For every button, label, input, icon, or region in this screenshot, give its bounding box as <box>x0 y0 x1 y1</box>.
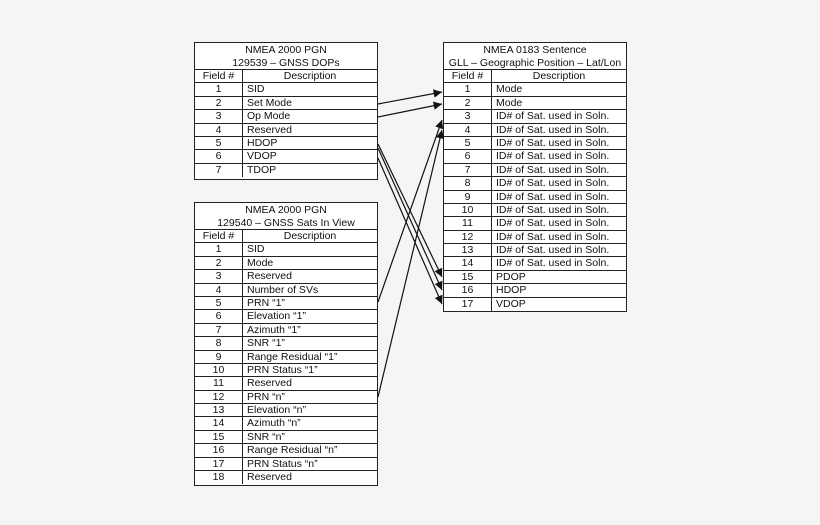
field-number: 12 <box>195 391 243 403</box>
title-line-2: 129539 – GNSS DOPs <box>232 57 340 69</box>
field-description: Reserved <box>247 471 292 484</box>
field-number: 6 <box>195 150 243 162</box>
field-number: 5 <box>444 137 492 149</box>
field-description: Elevation “n” <box>247 404 306 417</box>
field-number: 16 <box>195 444 243 456</box>
field-description: SID <box>247 243 265 256</box>
arrow-vdop-to-vdop <box>378 158 442 304</box>
field-number: 4 <box>444 124 492 136</box>
field-number: 5 <box>195 137 243 149</box>
field-description: HDOP <box>496 284 527 297</box>
field-number: 15 <box>195 431 243 443</box>
field-number: 14 <box>444 257 492 269</box>
title-line-2: 129540 – GNSS Sats In View <box>217 217 355 229</box>
arrow-op-mode-to-mode <box>378 104 442 117</box>
field-description: ID# of Sat. used in Soln. <box>496 136 610 149</box>
field-number: 16 <box>444 284 492 296</box>
field-description: Mode <box>247 256 274 269</box>
field-number: 3 <box>195 270 243 282</box>
field-description: PDOP <box>496 270 526 283</box>
arrow-hdop-to-pdop <box>378 144 442 277</box>
field-number: 17 <box>444 298 492 311</box>
field-number: 9 <box>444 191 492 203</box>
title-line-1: NMEA 2000 PGN <box>245 44 327 56</box>
field-number: 1 <box>195 243 243 255</box>
field-description: Azimuth “n” <box>247 417 301 430</box>
field-description: TDOP <box>247 163 277 176</box>
field-number: 3 <box>195 110 243 122</box>
field-description: Range Residual “1” <box>247 350 338 363</box>
field-description: Range Residual “n” <box>247 444 338 457</box>
field-number: 6 <box>444 150 492 162</box>
field-description: Reserved <box>247 270 292 283</box>
field-number: 1 <box>444 83 492 95</box>
field-number: 13 <box>195 404 243 416</box>
field-description: ID# of Sat. used in Soln. <box>496 217 610 230</box>
field-description: Elevation “1” <box>247 310 306 323</box>
field-description: Number of SVs <box>247 283 319 296</box>
field-number: 8 <box>444 177 492 189</box>
field-description: ID# of Sat. used in Soln. <box>496 230 610 243</box>
field-number: 8 <box>195 337 243 349</box>
field-description: ID# of Sat. used in Soln. <box>496 177 610 190</box>
field-number: 13 <box>444 244 492 256</box>
field-number: 15 <box>444 271 492 283</box>
field-description: SID <box>247 83 265 96</box>
field-description: SNR “n” <box>247 430 285 443</box>
field-description: ID# of Sat. used in Soln. <box>496 203 610 216</box>
field-description: PRN “n” <box>247 390 285 403</box>
field-number: 6 <box>195 310 243 322</box>
field-number: 4 <box>195 284 243 296</box>
field-number: 3 <box>444 110 492 122</box>
field-description: Reserved <box>247 377 292 390</box>
description-header: Description <box>283 230 337 242</box>
field-description: Set Mode <box>247 96 292 109</box>
field-description: HDOP <box>247 136 278 149</box>
field-description: ID# of Sat. used in Soln. <box>496 123 610 136</box>
field-description: ID# of Sat. used in Soln. <box>496 244 610 257</box>
field-description: VDOP <box>247 150 277 163</box>
field-number: 9 <box>195 351 243 363</box>
field-number: 10 <box>195 364 243 376</box>
field-number: 11 <box>444 217 492 229</box>
field-header: Field # <box>195 230 243 242</box>
field-number: 10 <box>444 204 492 216</box>
field-number: 2 <box>195 257 243 269</box>
field-number: 7 <box>195 324 243 336</box>
description-header: Description <box>532 70 586 82</box>
field-description: SNR “1” <box>247 337 285 350</box>
arrow-set-mode-to-mode <box>378 92 442 104</box>
field-description: ID# of Sat. used in Soln. <box>496 110 610 123</box>
field-description: ID# of Sat. used in Soln. <box>496 190 610 203</box>
field-number: 2 <box>195 97 243 109</box>
field-number: 11 <box>195 377 243 389</box>
field-number: 7 <box>444 164 492 176</box>
field-description: ID# of Sat. used in Soln. <box>496 257 610 270</box>
field-description: Azimuth “1” <box>247 323 301 336</box>
field-header: Field # <box>195 70 243 82</box>
field-description: Mode <box>496 96 523 109</box>
field-number: 5 <box>195 297 243 309</box>
field-number: 18 <box>195 471 243 484</box>
field-description: ID# of Sat. used in Soln. <box>496 163 610 176</box>
field-header: Field # <box>444 70 492 82</box>
field-description: PRN Status “1” <box>247 363 318 376</box>
field-number: 12 <box>444 231 492 243</box>
field-description: VDOP <box>496 297 526 310</box>
field-description: Reserved <box>247 123 292 136</box>
title-line-1: NMEA 2000 PGN <box>245 204 327 216</box>
description-header: Description <box>283 70 337 82</box>
title-line-2: GLL – Geographic Position – Lat/Lon <box>448 57 622 69</box>
title-line-1: NMEA 0183 Sentence <box>483 44 587 56</box>
field-description: Op Mode <box>247 110 291 123</box>
field-description: PRN Status “n” <box>247 457 318 470</box>
field-number: 7 <box>195 164 243 177</box>
field-number: 2 <box>444 97 492 109</box>
field-number: 1 <box>195 83 243 95</box>
field-description: PRN “1” <box>247 296 285 309</box>
field-number: 4 <box>195 124 243 136</box>
field-description: Mode <box>496 83 523 96</box>
field-number: 14 <box>195 417 243 429</box>
field-number: 17 <box>195 458 243 470</box>
field-description: ID# of Sat. used in Soln. <box>496 150 610 163</box>
